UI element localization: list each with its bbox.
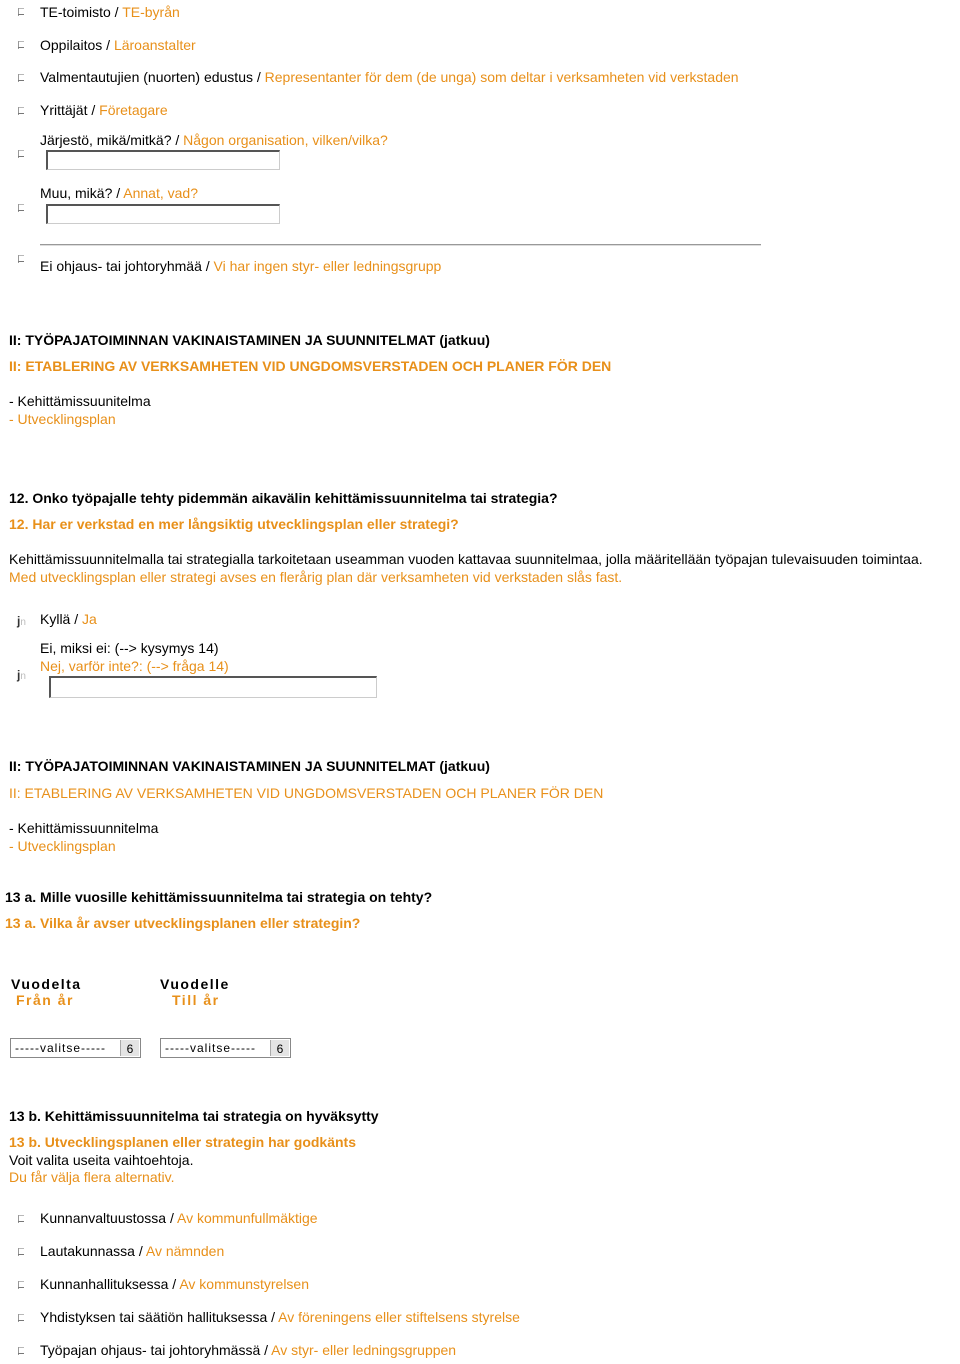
option-ei-ohjausryhmaa: Ei ohjaus- tai johtoryhmää / Vi har ingen styr- eller ledningsgrupp xyxy=(40,258,442,274)
checkbox[interactable] xyxy=(18,1248,25,1257)
from-year-label-sv: Från år xyxy=(16,992,74,1008)
radio-ei[interactable]: jn xyxy=(17,668,26,682)
checkbox[interactable] xyxy=(18,1281,25,1290)
checkbox[interactable] xyxy=(18,8,25,17)
checkbox[interactable] xyxy=(18,1314,25,1323)
checkbox[interactable] xyxy=(18,1215,25,1224)
section-subtitle-sv: - Utvecklingsplan xyxy=(9,411,116,427)
option-oppilaitos: Oppilaitos / Läroanstalter xyxy=(40,37,196,53)
option-kunnanvaltuusto: Kunnanvaltuustossa / Av kommunfullmäktige xyxy=(40,1210,318,1226)
from-year-select[interactable]: -----valitse----- 6 xyxy=(10,1038,141,1058)
option-yhdistys: Yhdistyksen tai säätiön hallituksessa / Av föreningens eller stiftelsens styrelse xyxy=(40,1309,520,1325)
question-12-description-sv: Med utvecklingsplan eller strategi avses en flerårig plan där verksamheten vid verkstaden slås fast. xyxy=(9,569,623,585)
note-sv: Du får välja flera alternativ. xyxy=(9,1169,175,1185)
divider xyxy=(40,244,761,246)
section-title-fi: II: TYÖPAJATOIMINNAN VAKINAISTAMINEN JA SUUNNITELMAT (jatkuu) xyxy=(9,332,490,348)
section-title-sv: II: ETABLERING AV VERKSAMHETEN VID UNGDOMSVERSTADEN OCH PLANER FÖR DEN xyxy=(9,358,612,374)
option-yrittajat: Yrittäjät / Företagare xyxy=(40,102,168,118)
option-te-toimisto: TE-toimisto / TE-byrån xyxy=(40,4,180,20)
checkbox[interactable] xyxy=(18,107,25,116)
option-lautakunta: Lautakunnassa / Av nämnden xyxy=(40,1243,225,1259)
muu-text-input[interactable] xyxy=(46,204,280,224)
note-fi: Voit valita useita vaihtoehtoja. xyxy=(9,1152,194,1168)
checkbox[interactable] xyxy=(18,204,25,213)
checkbox[interactable] xyxy=(18,74,25,83)
checkbox[interactable] xyxy=(18,255,25,264)
section2-subtitle-fi: - Kehittämissuunnitelma xyxy=(9,820,159,836)
option-kunnanhallitus: Kunnanhallituksessa / Av kommunstyrelsen xyxy=(40,1276,310,1292)
jarjesto-text-input[interactable] xyxy=(46,150,280,170)
checkbox[interactable] xyxy=(18,41,25,50)
question-13a-sv: 13 a. Vilka år avser utvecklingsplanen eller strategin? xyxy=(5,915,361,931)
checkbox[interactable] xyxy=(18,150,25,159)
option-ei-label-sv: Nej, varför inte?: (--> fråga 14) xyxy=(40,658,229,674)
question-12-sv: 12. Har er verkstad en mer långsiktig utvecklingsplan eller strategi? xyxy=(9,516,459,532)
option-valmentautujat: Valmentautujien (nuorten) edustus / Representanter för dem (de unga) som deltar i verksamheten vid verkstaden xyxy=(40,69,739,85)
option-muu: Muu, mikä? / Annat, vad? xyxy=(40,185,198,201)
from-year-label-fi: Vuodelta xyxy=(11,976,82,992)
section-subtitle-fi: - Kehittämissuunitelma xyxy=(9,393,151,409)
question-12-fi: 12. Onko työpajalle tehty pidemmän aikavälin kehittämissuunnitelma tai strategia? xyxy=(9,490,558,506)
ei-reason-input[interactable] xyxy=(49,676,377,698)
option-ei-label-fi: Ei, miksi ei: (--> kysymys 14) xyxy=(40,640,219,656)
option-kylla-label: Kyllä / Ja xyxy=(40,611,97,627)
question-13a-fi: 13 a. Mille vuosille kehittämissuunnitelma tai strategia on tehty? xyxy=(5,889,433,905)
option-ohjausryhma: Työpajan ohjaus- tai johtoryhmässä / Av styr- eller ledningsgruppen xyxy=(40,1342,457,1358)
to-year-label-sv: Till år xyxy=(172,992,220,1008)
question-13b-sv: 13 b. Utvecklingsplanen eller strategin har godkänts xyxy=(9,1134,356,1150)
section2-subtitle-sv: - Utvecklingsplan xyxy=(9,838,116,854)
question-12-description-fi: Kehittämissuunnitelmalla tai strategialla tarkoitetaan useamman vuoden kattavaa suunnitelmaa, jolla määritellään työpajan tulevaisuuden toimintaa. xyxy=(9,551,923,567)
option-jarjesto: Järjestö, mikä/mitkä? / Någon organisation, vilken/vilka? xyxy=(40,132,388,148)
question-13b-fi: 13 b. Kehittämissuunnitelma tai strategia on hyväksytty xyxy=(9,1108,379,1124)
radio-kylla[interactable]: jn xyxy=(17,614,26,628)
to-year-label-fi: Vuodelle xyxy=(160,976,230,992)
chevron-down-icon[interactable]: 6 xyxy=(120,1040,139,1056)
section2-title-sv: II: ETABLERING AV VERKSAMHETEN VID UNGDOMSVERSTADEN OCH PLANER FÖR DEN xyxy=(9,785,604,801)
to-year-select[interactable]: -----valitse----- 6 xyxy=(160,1038,291,1058)
checkbox[interactable] xyxy=(18,1347,25,1356)
section2-title-fi: II: TYÖPAJATOIMINNAN VAKINAISTAMINEN JA SUUNNITELMAT (jatkuu) xyxy=(9,758,490,774)
chevron-down-icon[interactable]: 6 xyxy=(270,1040,289,1056)
